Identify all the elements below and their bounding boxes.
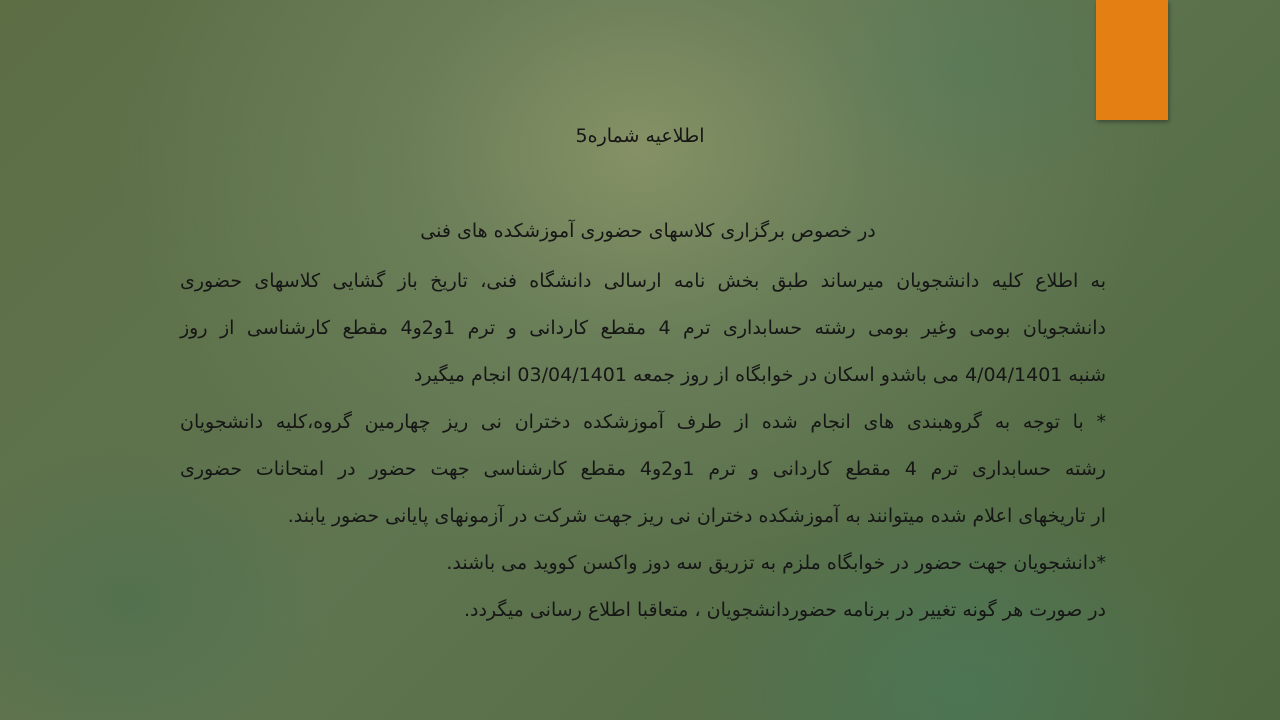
announcement-body bbox=[180, 258, 1106, 634]
body-line-8: در صورت هر گونه تغییر در برنامه حضوردانشجویان ، متعاقبا اطلاع رسانی میگردد. bbox=[463, 599, 1106, 621]
body-line-7: *دانشجویان جهت حضور در خوابگاه ملزم به تزریق سه دوز واکسن کووید می باشند. bbox=[446, 552, 1106, 574]
accent-bar bbox=[1096, 0, 1168, 120]
slide-title: اطلاعیه شماره5 bbox=[575, 125, 705, 147]
body-line-4: * با توجه به گروهبندی های انجام شده از طرف آموزشکده دختران نی ریز چهارمین گروه،کلیه دانشجویان bbox=[180, 411, 1106, 433]
body-line-3: شنبه 4/04/1401 می باشدو اسکان در خوابگاه از روز جمعه 03/04/1401 انجام میگیرد bbox=[413, 364, 1106, 386]
body-line-6: ار تاریخهای اعلام شده میتوانند به آموزشکده دختران نی ریز جهت شرکت در آزمونهای پایانی حضور یابند. bbox=[287, 505, 1106, 527]
slide-subtitle: در خصوص برگزاری کلاسهای حضوری آموزشکده های فنی bbox=[420, 220, 876, 242]
body-line-1: به اطلاع کلیه دانشجویان میرساند طبق بخش نامه ارسالی دانشگاه فنی، تاریخ باز گشایی کلاسهای حضوری bbox=[180, 270, 1106, 292]
body-line-2: دانشجویان بومی وغیر بومی رشته حسابداری ترم 4 مقطع کاردانی و ترم 1و2و4 مقطع کارشناسی از روز bbox=[180, 317, 1106, 339]
body-line-5: رشته حسابداری ترم 4 مقطع کاردانی و ترم 1و2و4 مقطع کارشناسی جهت حضور در امتحانات حضوری bbox=[180, 458, 1106, 480]
